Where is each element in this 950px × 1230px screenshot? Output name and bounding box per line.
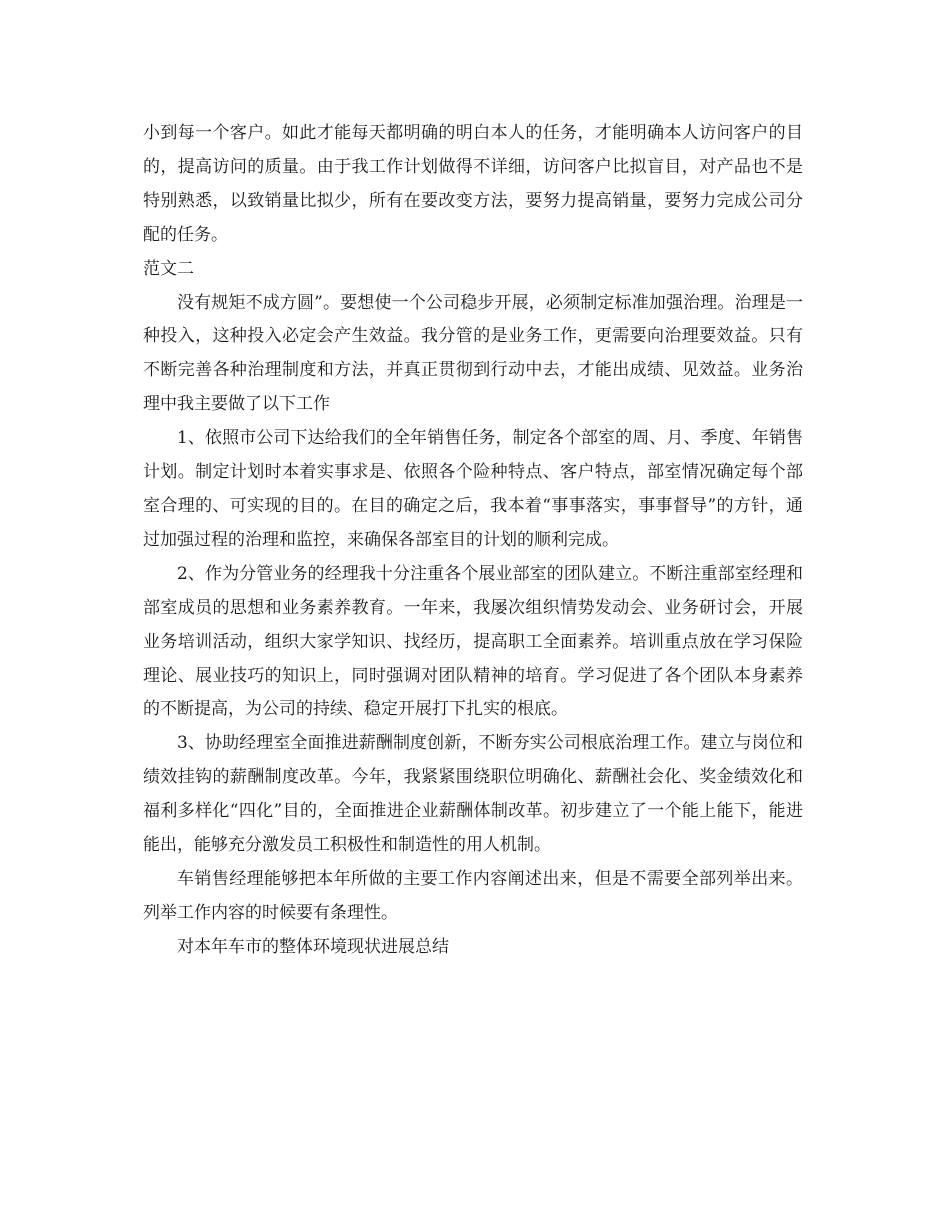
paragraph-item-1: 1、依照市公司下达给我们的全年销售任务，制定各个部室的周、月、季度、年销售计划。制定计划时本着实事求是、依照各个险种特点、客户特点，部室情况确定每个部室合理的、可实现的目的。在目的确定之后，我本着“事事落实，事事督导”的方针，通过加强过程的治理和监控，来确保各部室目的计划的顺利完成。 [143, 428, 803, 550]
document-body [143, 117, 803, 965]
paragraph-1: 小到每一个客户。如此才能每天都明确的明白本人的任务，才能明确本人访问客户的目的，提高访问的质量。由于我工作计划做得不详细，访问客户比拟盲目，对产品也不是特别熟悉，以致销量比拟少，所有在要改变方法，要努力提高销量，要努力完成公司分配的任务。 [143, 123, 803, 245]
paragraph-summary-note: 车销售经理能够把本年所做的主要工作内容阐述出来，但是不需要全部列举出来。列举工作内容的时候要有条理性。 [143, 868, 803, 923]
section-heading-fanwen-er: 范文二 [143, 258, 194, 279]
paragraph-item-2: 2、作为分管业务的经理我十分注重各个展业部室的团队建立。不断注重部室经理和部室成员的思想和业务素养教育。一年来，我屡次组织情势发动会、业务研讨会，开展业务培训活动，组织大家学知识、找经历，提高职工全面素养。培训重点放在学习保险理论、展业技巧的知识上，同时强调对团队精神的培育。学习促进了各个团队本身素养的不断提高，为公司的持续、稳定开展打下扎实的根底。 [143, 563, 803, 720]
paragraph-market-summary: 对本年车市的整体环境现状进展总结 [177, 936, 449, 957]
paragraph-item-3: 3、协助经理室全面推进薪酬制度创新，不断夯实公司根底治理工作。建立与岗位和绩效挂钩的薪酬制度改革。今年，我紧紧围绕职位明确化、薪酬社会化、奖金绩效化和福利多样化“四化”目的，全面推进企业薪酬体制改革。初步建立了一个能上能下，能进能出，能够充分激发员工积极性和制造性的用人机制。 [143, 733, 803, 856]
paragraph-2: 没有规矩不成方圆”。要想使一个公司稳步开展，必须制定标准加强治理。治理是一种投入，这种投入必定会产生效益。我分管的是业务工作，更需要向治理要效益。只有不断完善各种治理制度和方法，并真正贯彻到行动中去，才能出成绩、见效益。业务治理中我主要做了以下工作 [143, 292, 803, 415]
